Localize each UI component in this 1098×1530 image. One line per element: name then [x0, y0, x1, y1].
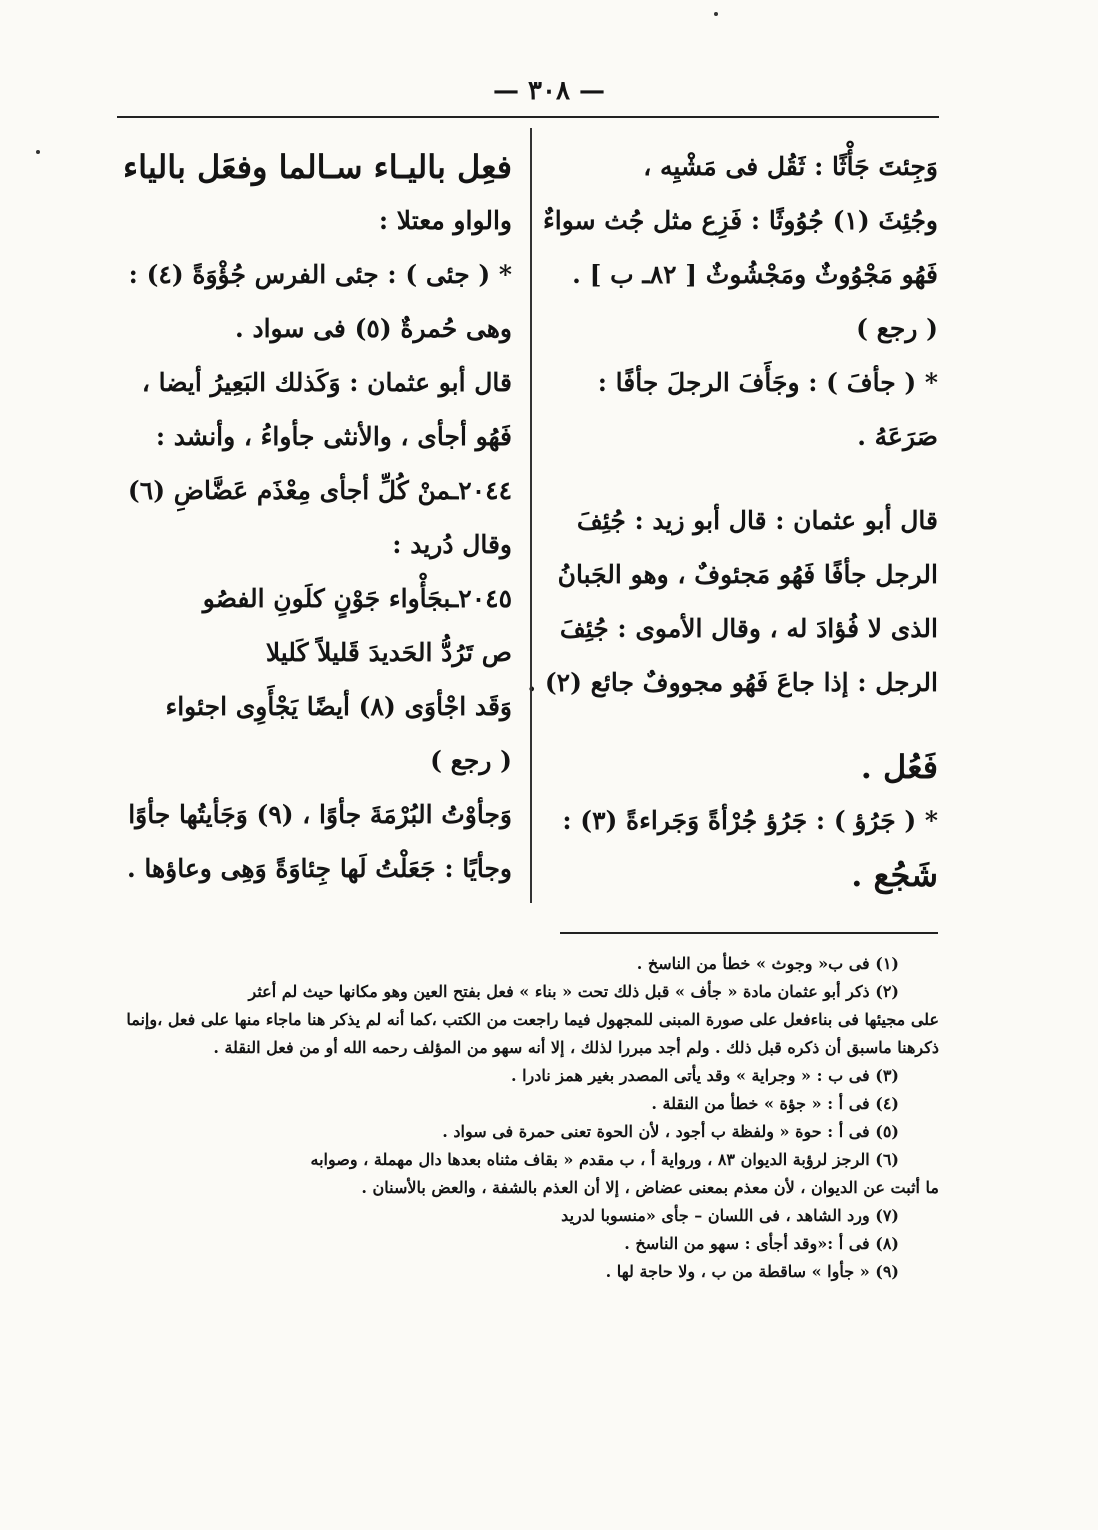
footnote: (٧) ورد الشاهد ، فى اللسان – جأى «منسوبا لدريد	[561, 1206, 899, 1225]
footnote-continuation: على مجيئها فى بناءفعل على صورة المبنى للمجهول فيما راجعت من الكتب ،كما أنه لم يذكر هنا ماجاء منها على فعل ،وإنما	[126, 1010, 939, 1029]
verse-line: ٢٠٤٥ـبجَأْواء جَوْنٍ كلَونِ الفصُو	[202, 584, 512, 613]
footnote: (٥) فى أ : حوة « ولفظة ب أجود ، لأن الحوة تعنى حمرة فى سواد .	[442, 1122, 899, 1141]
text-line: فَهُو مَجْوُوثٌ ومَجْشُوثٌ [ ٨٢ـ ب ] .	[572, 260, 938, 289]
entry-heading: * ( جئى ) : جئى الفرس جُؤْوَةً (٤) :	[128, 260, 512, 289]
entry-heading: * ( جَرُؤ ) : جَرُؤ جُرْأةً وَجَراءةً (٣) :	[562, 806, 938, 835]
speck	[36, 150, 40, 154]
text-line: الرجل : إذا جاعَ فَهُو مجووفٌ جائع (٢) .	[527, 668, 938, 697]
spacer	[548, 464, 938, 494]
footnote: (٨) فى أ :«وقد أجأى : سهو من الناسخ .	[624, 1234, 899, 1253]
header-rule	[117, 116, 939, 118]
footnote: (١) فى ب« وجوث » خطأ من الناسخ .	[636, 954, 899, 973]
footnote-continuation: ذكرهنا ماسبق أن ذكره قبل ذلك . ولم أجد مبررا لذلك ، إلا أنه سهو من المؤلف رحمه الله أو من فعل النقلة .	[213, 1038, 939, 1057]
spacer	[548, 710, 938, 740]
footnote: (٦) الرجز لرؤبة الديوان ٨٣ ، ورواية أ ، ب مقدم « بقاف مثناه بعدها دال مهملة ، وصوابه	[310, 1150, 899, 1169]
page-number: — ٣٠٨ —	[492, 76, 606, 106]
footnote: (٢) ذكر أبو عثمان مادة « جأف » قبل ذلك تحت « بناء » فعل بفتح العين وهو مكانها حيث لم أعثر	[248, 982, 899, 1001]
text-line: وهى حُمرةٌ (٥) فى سواد .	[235, 314, 512, 343]
section-heading: فَعُل .	[860, 748, 938, 786]
footnotes	[115, 950, 939, 1286]
text-line: وجأيًا : جَعَلْتُ لَها جِئاوَةً وَهِى وعاؤها .	[126, 854, 512, 883]
text-line: صَرَعَهُ .	[857, 422, 938, 451]
footnote-rule	[560, 932, 938, 934]
verse-line: ص تَرُدُّ الحَديدَ قَليلاً كَليلا	[265, 638, 512, 667]
text-line: قال أبو عثمان : وَكَذلك البَعِيرُ أيضا ،	[141, 368, 512, 397]
text-line: فَهُو أجأى ، والأنثى جأواءُ ، وأنشد :	[155, 422, 512, 451]
left-column	[120, 140, 512, 896]
speck	[714, 12, 718, 16]
footnote: (٣) فى ب : « وجراية » وقد يأتى المصدر بغير همز نادرا .	[510, 1066, 899, 1085]
right-column	[527, 140, 938, 902]
entry-heading: * ( جأفَ ) : وجَأَفَ الرجلَ جأفًا :	[597, 368, 938, 397]
text-line: قال أبو عثمان : قال أبو زيد : جُئِفَ	[576, 506, 938, 535]
section-marker: ( رجع )	[430, 746, 512, 775]
footnote: (٤) فى أ : « جؤة » خطأ من النقلة .	[651, 1094, 899, 1113]
text-line: وَجِئتَ جَأْثًا : ثَقُل فى مَشْيِه ،	[643, 152, 938, 181]
text-line: وَقَد اجْأوَى (٨) أيضًا يَجْأَوِى اجئواء	[165, 692, 512, 721]
text-line: شَجُع .	[851, 856, 938, 894]
verse-line: ٢٠٤٤ـمنْ كُلِّ أجأى مِعْذَم عَضَّاضِ (٦)	[127, 476, 512, 505]
footnote: (٩) « جأوا » ساقطة من ب ، ولا حاجة لها .	[605, 1262, 899, 1281]
section-heading: والواو معتلا :	[378, 206, 512, 235]
text-line: وَجأوْتُ البُرْمَةَ جأوًا ، (٩) وَجَأيتُها جأوًا	[128, 800, 512, 829]
section-heading: فعِل باليـاء سـالما وفعَل بالياء	[123, 148, 512, 186]
footnote-continuation: ما أثبت عن الديوان ، لأن معذم بمعنى عضاض ، إلا أن العذم بالشفة ، والعض بالأسنان .	[361, 1178, 939, 1197]
text-line: وجُئِثَ (١) جُوُوثًا : فَزِع مثل جُث سواءٌ	[543, 206, 938, 235]
section-marker: ( رجع )	[856, 314, 938, 343]
text-line: وقال دُريد :	[392, 530, 512, 559]
text-line: الرجل جأفًا فَهُو مَجئوفٌ ، وهو الجَبانُ	[557, 560, 938, 589]
text-line: الذى لا فُؤادَ له ، وقال الأموى : جُئِفَ	[559, 614, 938, 643]
column-divider	[530, 128, 532, 903]
